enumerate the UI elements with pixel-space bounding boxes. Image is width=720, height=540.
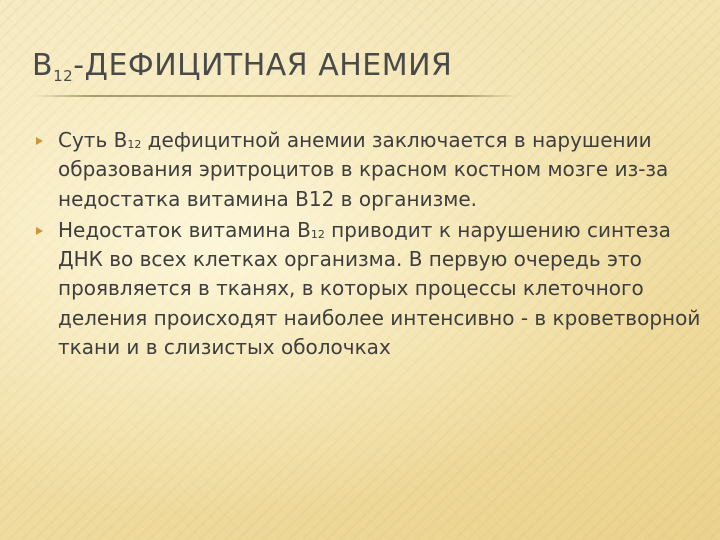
title-underline <box>32 95 518 97</box>
slide-title-rest: -ДЕФИЦИТНАЯ АНЕМИЯ <box>73 48 453 83</box>
bullet-2-subscript: 12 <box>310 227 325 241</box>
bullet-1-subscript: 12 <box>127 138 142 151</box>
bullet-item-2 <box>36 216 706 362</box>
bullet-2-text-after: приводит к нарушению синтеза ДНК во всех клетках организма. В первую очередь это проявляется в тканях, в которых процессы клеточного деления происходят наиболее интенсивно - в кроветворной ткани и в слизистых оболочках <box>58 217 701 360</box>
bullet-1-text-after: дефицитной анемии заключается в нарушении образования эритроцитов в красном костном мозге из-за недостатка витамина В12 в организме. <box>58 128 669 211</box>
slide-title-prefix: B <box>32 48 54 83</box>
bullet-list <box>36 126 706 364</box>
bullet-item-1 <box>36 126 706 214</box>
slide-title-subscript: 12 <box>53 67 74 85</box>
bullet-1-text-before: Суть В <box>58 128 128 152</box>
bullet-arrow-icon <box>36 227 43 235</box>
bullet-arrow-icon <box>36 137 43 145</box>
bullet-2-text-before: Недостаток витамина В <box>58 217 311 242</box>
slide-title <box>32 48 452 84</box>
